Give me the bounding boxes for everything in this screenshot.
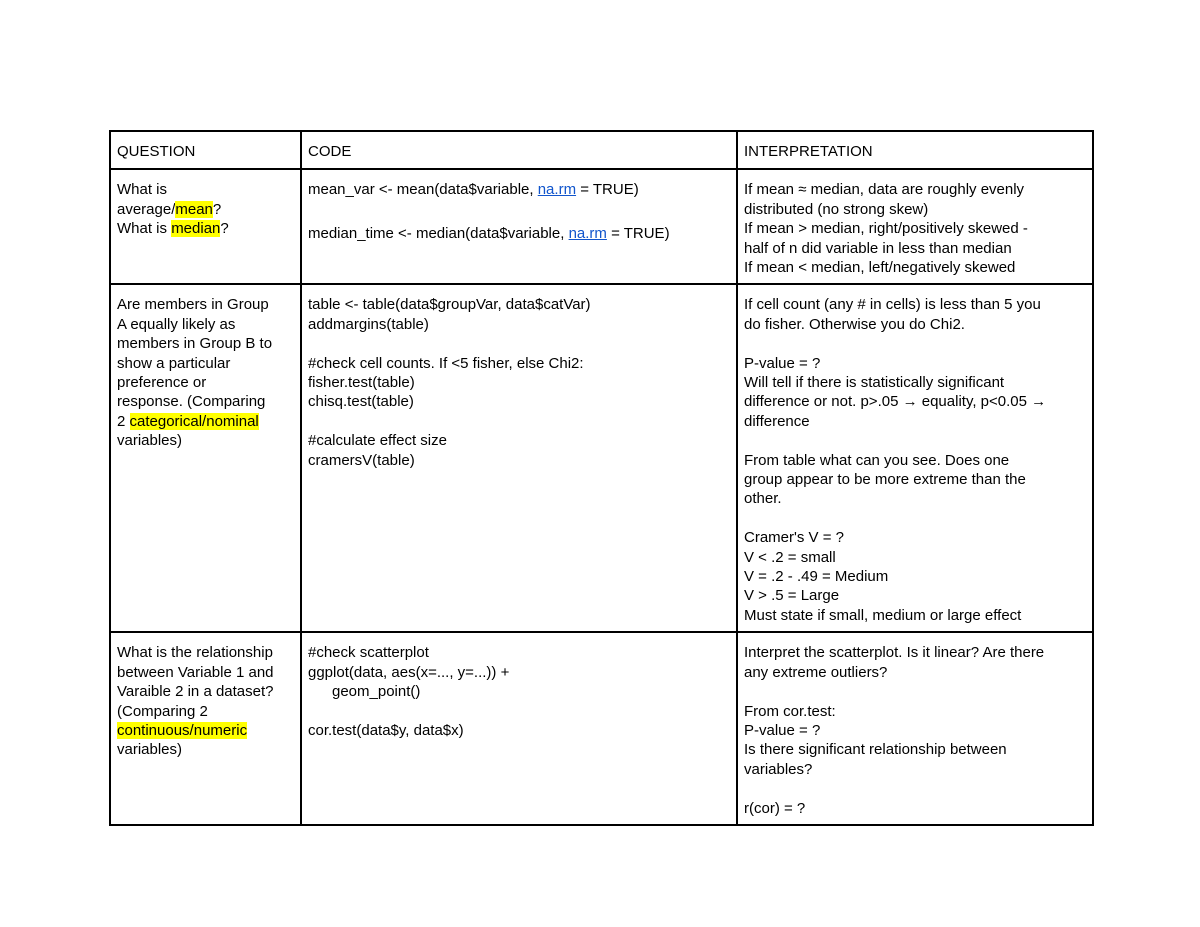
header-row [110,131,1093,169]
interpretation-line: r(cor) = ? [744,799,806,817]
code-cell [301,169,737,284]
spacer [744,779,1086,798]
question-text: ? [220,220,229,238]
table-row [110,632,1093,825]
question-line: between Variable 1 and [117,663,274,681]
code-text: median_time <- median(data$variable, [308,225,569,243]
header-question: QUESTION [110,131,301,169]
interpretation-line: From cor.test: [744,702,836,720]
interpretation-line: If mean < median, left/negatively skewed [744,259,1016,277]
question-line [117,219,294,238]
code-text: = TRUE) [576,181,639,199]
interpretation-line: Will tell if there is statistically significant [744,374,1005,392]
question-line: show a particular [117,354,231,372]
code-cell [301,284,737,632]
question-line: A equally likely as [117,315,236,333]
code-line: fisher.test(table) [308,374,415,392]
interpretation-line: V > .5 = Large [744,587,840,605]
spacer [308,412,730,431]
code-line: #calculate effect size [308,432,447,450]
code-line: ggplot(data, aes(x=..., y=...)) + [308,663,510,681]
na-rm-link[interactable]: na.rm [537,181,577,199]
question-line: variables) [117,432,183,450]
na-rm-link[interactable]: na.rm [568,225,607,243]
interpretation-line: difference [744,412,810,430]
interpretation-cell [737,169,1093,284]
interpretation-cell [737,632,1093,825]
stats-reference-table [109,130,1094,826]
spacer [308,334,730,353]
interpretation-line: any extreme outliers? [744,663,888,681]
code-line: geom_point() [332,683,421,701]
table-row [110,169,1093,284]
question-line: (Comparing 2 [117,702,208,720]
spacer [744,334,1086,353]
question-cell [110,169,301,284]
code-line: chisq.test(table) [308,393,414,411]
question-text: 2 [117,412,130,430]
code-cell [301,632,737,825]
question-line: What is [117,181,168,199]
interpretation-line: Must state if small, medium or large effect [744,606,1022,624]
highlight-mean: mean [175,200,213,218]
interpretation-line: distributed (no strong skew) [744,200,929,218]
code-line: cramersV(table) [308,451,415,469]
interpretation-line: difference or not. p>.05 → equality, p<0.05 → [744,393,1047,411]
question-line: preference or [117,374,207,392]
highlight-median: median [171,220,221,238]
interpretation-line: V = .2 - .49 = Medium [744,568,889,586]
question-line: members in Group B to [117,335,273,353]
code-line: table <- table(data$groupVar, data$catVar) [308,296,591,314]
code-line [308,180,730,199]
code-text: mean_var <- mean(data$variable, [308,181,538,199]
interpretation-line: If mean ≈ median, data are roughly evenly [744,181,1025,199]
interpretation-cell [737,284,1093,632]
interpretation-line: half of n did variable in less than median [744,239,1012,257]
interpretation-line: Interpret the scatterplot. Is it linear? Are there [744,644,1045,662]
interpretation-line: Cramer's V = ? [744,529,844,547]
question-text: ? [212,200,222,218]
question-text: average/ [117,200,176,218]
code-line: addmargins(table) [308,315,429,333]
question-line: Varaible 2 in a dataset? [117,683,274,701]
question-cell [110,632,301,825]
spacer [308,200,730,219]
interpretation-line: If mean > median, right/positively skewed - [744,220,1028,238]
interpretation-line: From table what can you see. Does one [744,451,1010,469]
spacer [744,509,1086,528]
question-line [117,200,294,219]
question-line: response. (Comparing [117,393,266,411]
header-code: CODE [301,131,737,169]
question-cell [110,284,301,632]
interpretation-line: variables? [744,760,813,778]
interpretation-line: P-value = ? [744,721,821,739]
interpretation-line: other. [744,490,782,508]
code-text: = TRUE) [606,225,670,243]
interpretation-line: If cell count (any # in cells) is less than 5 you [744,296,1041,314]
interpretation-line: do fisher. Otherwise you do Chi2. [744,315,965,333]
question-line: Are members in Group [117,296,269,314]
question-line: variables) [117,741,183,759]
question-line: What is the relationship [117,644,273,662]
code-line: cor.test(data$y, data$x) [308,721,464,739]
highlight-categorical: categorical/nominal [129,412,259,430]
interpretation-line: V < .2 = small [744,548,836,566]
code-line: #check cell counts. If <5 fisher, else Chi2: [308,354,584,372]
code-line: #check scatterplot [308,644,429,662]
table-row [110,284,1093,632]
question-line [117,412,294,431]
header-interpretation: INTERPRETATION [737,131,1093,169]
spacer [744,682,1086,701]
question-line [117,721,294,740]
interpretation-line: Is there significant relationship between [744,741,1007,759]
spacer [308,702,730,721]
question-text: What is [117,220,172,238]
spacer [744,431,1086,450]
interpretation-line: P-value = ? [744,354,821,372]
interpretation-line: group appear to be more extreme than the [744,471,1026,489]
code-line [308,224,730,243]
highlight-continuous: continuous/numeric [117,721,248,739]
